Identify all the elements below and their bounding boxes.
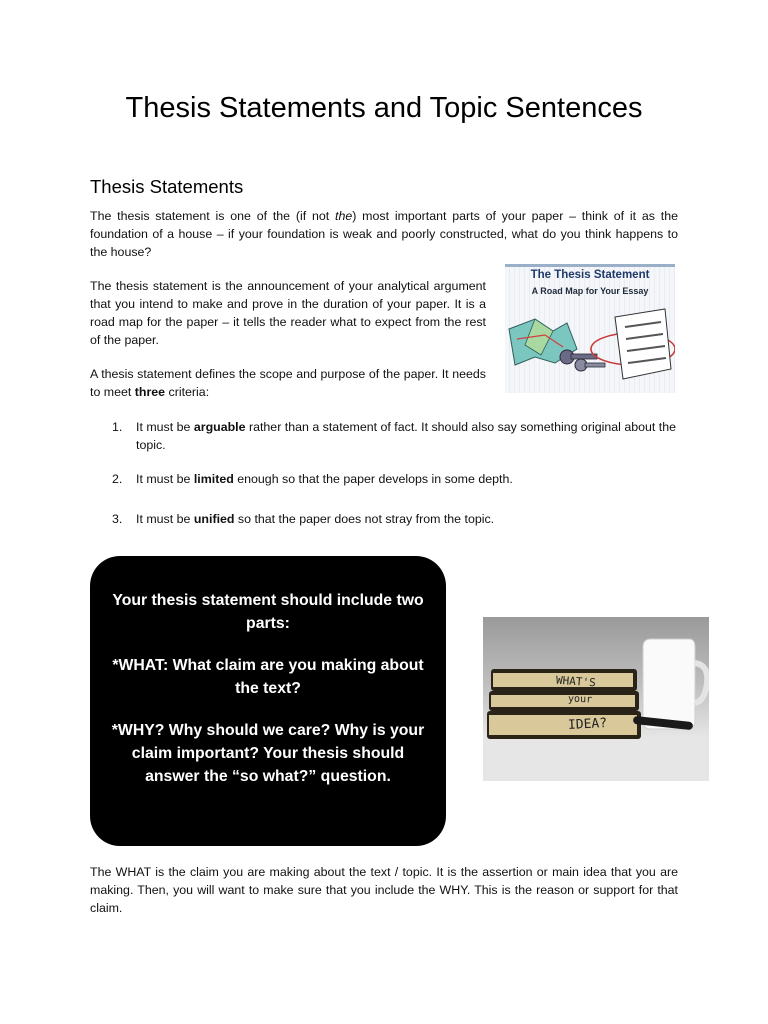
roadmap-image [505, 264, 675, 393]
intro-text-before: The thesis statement is one of the (if not [90, 209, 336, 223]
idea-photo [483, 617, 709, 781]
thesis-parts-box [90, 556, 446, 846]
list-text [136, 418, 680, 454]
idea-label-top: WHAT'S [555, 673, 597, 690]
roadmap-paragraph: The thesis statement is the announcement of your analytical argument that you intend to make and prove in the duration of your paper. It is a road map for the paper – it tells the reader what to expect from the rest of the paper. [90, 279, 486, 347]
thesis-box-intro: Your thesis statement should include two parts: [112, 592, 424, 632]
list-number: 1. [112, 420, 123, 434]
roadmap-image-title: The Thesis Statement [530, 269, 650, 281]
thesis-box-what: *WHAT: What claim are you making about the text? [112, 657, 424, 697]
list-item [90, 418, 680, 454]
intro-text-after: ) most important parts of your paper – think of it as the foundation of a house – if your foundation is weak and poorly constructed, what do you think happens to the house? [90, 209, 678, 259]
criterion-bold: arguable [193, 420, 246, 434]
roadmap-image-subtitle: A Road Map for Your Essay [531, 286, 649, 296]
scope-bold: three [134, 385, 166, 399]
idea-label-middle: your [567, 693, 593, 706]
criterion-bold: unified [193, 512, 235, 526]
criterion-text-after: rather than a statement of fact. It should also say something original about the topic. [136, 420, 676, 452]
scope-text-after: criteria: [165, 385, 210, 399]
scope-paragraph [90, 365, 486, 401]
idea-label-bottom: IDEA? [567, 715, 608, 734]
list-text [136, 510, 680, 528]
list-item [90, 470, 680, 488]
criterion-text-before: It must be [136, 512, 194, 526]
scope-text-before: A thesis statement defines the scope and purpose of the paper. It needs to meet [90, 367, 486, 399]
criterion-text-after: enough so that the paper develops in some depth. [233, 472, 513, 486]
list-text [136, 470, 680, 488]
list-number: 2. [112, 472, 123, 486]
section-heading: Thesis Statements [90, 176, 244, 197]
thesis-box-why: *WHY? Why should we care? Why is your claim important? Your thesis should answer the “so what?” question. [111, 722, 425, 785]
closing-paragraph: The WHAT is the claim you are making about the text / topic. It is the assertion or main idea that you are making. Then, you will want to make sure that you include the WHY. This is the reason or support for that claim. [90, 865, 678, 915]
intro-emphasis: the [335, 209, 353, 223]
list-number: 3. [112, 512, 123, 526]
page-title: Thesis Statements and Topic Sentences [125, 92, 643, 124]
criterion-text-before: It must be [136, 472, 194, 486]
intro-paragraph [90, 207, 678, 261]
notebooks-mug-illustration [483, 617, 709, 781]
criterion-text-before: It must be [136, 420, 194, 434]
criterion-text-after: so that the paper does not stray from the topic. [234, 512, 495, 526]
list-item [90, 510, 680, 528]
criterion-bold: limited [193, 472, 234, 486]
map-keys-illustration [505, 299, 675, 393]
